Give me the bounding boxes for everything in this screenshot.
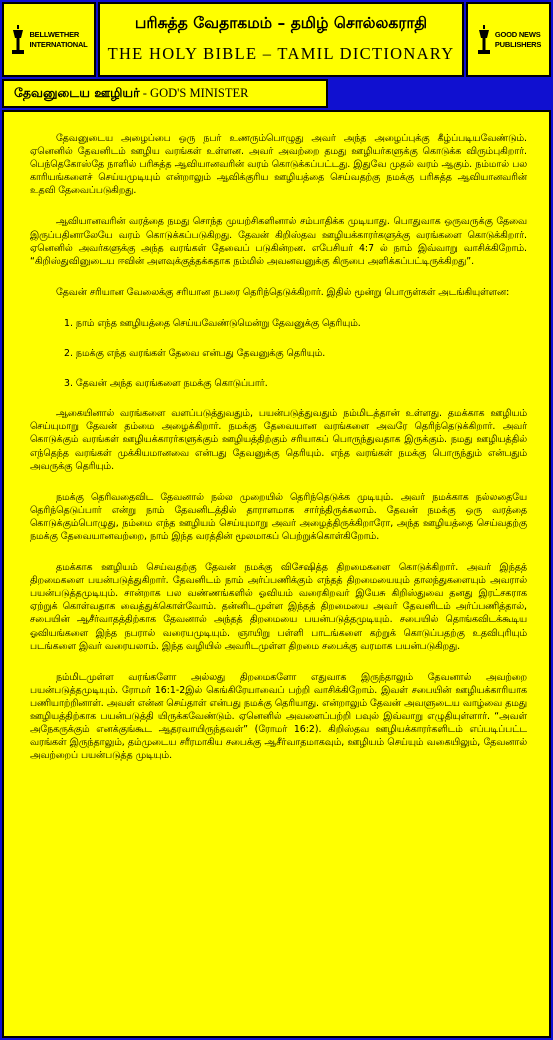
heading-english: - GOD'S MINISTER	[139, 86, 249, 100]
paragraph: தேவன் சரியான வேலைக்கு சரியான நபரை தெரிந்தெடுக்கிறார். இதில் மூன்று பொருள்கள் அடங்கியுள்ளன:	[56, 286, 510, 298]
logo-line1: BELLWETHER	[29, 29, 80, 39]
article-body	[2, 110, 551, 1038]
logo-line2: PUBLISHERS	[494, 39, 542, 49]
title-english: THE HOLY BIBLE – TAMIL DICTIONARY	[107, 44, 455, 63]
list-item: 1. நாம் எந்த ஊழியத்தை செய்யவேண்டுமென்று தேவனுக்கு தெரியும்.	[64, 317, 361, 329]
section-heading	[2, 79, 328, 108]
heading-tamil: தேவனுடைய ஊழியர்	[14, 85, 140, 100]
paragraph: தமக்காக ஊழியம் செய்வதற்கு தேவன் நமக்கு விசேஷித்த திறமைகளை கொடுக்கிறார். அவர் இந்தத் திறமைகளை பயன்படுத்துகிறார். தேவனிடம் நாம் அர்ப்பணிக்கும் எந்தத் திறமையையும் தாலந்துகளையும் அவரால் பயன்படுத்தமுடியும். சான்றாக பல வண்ணங்களில் ஓவியம் வரைகிறவர் இயேசு கிறிஸ்துவை தனது இரட்சகராக ஏற்றுக் கொள்வதாக வைத்துக்கொள்வோம். தன்னிடமுள்ள இந்தத் திறமையை அவர் தேவனிடம் அர்ப்பணித்தால், சபையின் ஆசீர்வாதத்திற்காக தேவனால் அந்தத் திறமையை பயன்படுத்தமுடியும். சபையில் தொங்கவிடக்கூடிய ஓவியங்களை இந்த நபரால் வரையமுடியும். ஞாயிறு பள்ளி பாடங்களை கற்றுக் கொடுப்பதற்கு உதவிபுரியும் படங்களை இவர் வரையலாம். இந்த வழியில் அவரிடமுள்ள திறமை சபைக்கு வரமாக பயன்படுகிறது.	[30, 562, 527, 652]
bellwether-logo	[2, 2, 96, 77]
paragraph: ஆவியானவரின் வரத்தை நமது சொந்த முயற்சிகளினால் சம்பாதிக்க முடியாது. பொதுவாக ஒருவருக்கு தேவை இருப்பதினாலேயே வரம் கொடுக்கப்படுகிறது. தேவன் கிறிஸ்தவ ஊழியக்காரர்களுக்கு வரங்களை கொடுக்கிறார். ஏனெனில் அவர்களுக்கு அந்த வரங்கள் தேவைப் படுகின்றன. எபேசியர் 4:7 ல் நாம் இவ்வாறு வாசிக்கிறோம். “கிறிஸ்துவினுடைய ஈவின் அளவுக்குத்தக்கதாக நம்மில் அவனவனுக்கு கிருபை அளிக்கப்பட்டிருக்கிறது”.	[30, 216, 527, 267]
list-item: 2. நமக்கு எந்த வரங்கள் தேவை என்பது தேவனுக்கு தெரியும்.	[64, 348, 326, 360]
paragraph: ஆகையினால் வரங்களை வளப்படுத்துவதும், பயன்படுத்துவதும் நம்மிடத்தான் உள்ளது. தமக்காக ஊழியம் செய்யுமாறு தேவன் தம்மை அழைக்கிறார். நமக்கு தேவையான வரங்களை அவரே தெரிந்தெடுக்கிறார். அவர் கொடுக்கும் வரங்கள் ஊழியக்காரர்களுக்கும் ஊழியத்திற்கும் சரியாகப் பொருந்துவதாக இருக்கும். நமது ஊழியத்தில் எந்தெந்த வரங்கள் முக்கியமானவை என்பது தேவனுக்கு தெரியும். எந்த வரங்கள் நமக்கு பொருந்தும் என்பதும் அவருக்கு தெரியும்.	[30, 408, 527, 472]
title-tamil: பரிசுத்த வேதாகமம் – தமிழ் சொல்லகராதி	[134, 14, 428, 32]
list-item: 3. தேவன் அந்த வரங்களை நமக்கு கொடுப்பார்.	[64, 378, 268, 390]
logo-line2: INTERNATIONAL	[29, 39, 88, 49]
lamp-icon	[10, 24, 26, 56]
lamp-icon	[476, 24, 492, 56]
paragraph: நமக்கு தெரிவதைவிட தேவனால் நல்ல முறையில் தெரிந்தெடுக்க முடியும். அவர் நமக்காக நல்லதையே தெரிந்தெடுப்பார் என்று நாம் தேவனிடத்தில் தாராளமாக சார்ந்திருக்கலாம். தேவன் நமக்கு ஒரு வரத்தை கொடுக்கும்பொழுது, நம்மை எந்த ஊழியம் செய்யுமாறு அவர் அழைத்திருக்கிறாரோ, அந்த ஊழியத்தை செய்வதற்கு நமக்கு தேவையானவற்றை, நாம் இந்த வரத்தின் மூலமாகப் பெற்றுக்கொள்கிறோம்.	[30, 491, 527, 542]
good-news-logo	[466, 2, 551, 77]
title-banner	[98, 2, 464, 77]
paragraph: தேவனுடைய அழைப்பை ஒரு நபர் உணரும்பொழுது அவர் அந்த அழைப்புக்கு கீழ்ப்படியவேண்டும். ஏனெனில் தேவனிடம் ஊழிய வரங்கள் உள்ளன. அவர் அவற்றை தமது ஊழியர்களுக்கு கொடுக்க விரும்புகிறார். பெந்தெகோஸ்தே நாளில் பரிசுத்த ஆவியானவரின் வரம் கொடுக்கப்பட்டது. இதுவே முதல் வரம் ஆகும். நம்மால் பல காரியங்களைச் செய்யமுடியும் என்றாலும் ஆவிக்குரிய ஊழியத்தை செய்வதற்கு நமக்கு பரிசுத்த ஆவியானவரின் உதவி தேவைப்படுகிறது.	[30, 133, 527, 197]
paragraph: நம்மிடமுள்ள வரங்களோ அல்லது திறமைகளோ எதுவாக இருந்தாலும் தேவனால் அவற்றை பயன்படுத்தமுடியும். ரோமர் 16:1-2இல் கெங்கிரேயாவைப் பற்றி வாசிக்கிறோம். இவள் சபையின் ஊழியக்காரியாக பணியாற்றினாள். அவள் என்ன செய்தாள் என்பது நமக்கு தெரியாது. என்றாலும் தேவன் அவளுடைய வாழ்வை தமது ஊழியத்திற்காக பயன்படுத்தி யிருக்கவேண்டும். ஏனெனில் அவளைப்பற்றி பவுல் இவ்வாறு எழுதியுள்ளார். “அவள் அநேகருக்கும் எனக்குங்கூட ஆதரவாயிருந்தவள்” (ரோமர் 16:2). கிறிஸ்தவ ஊழியக்காரர்களிடம் எப்படிப்பட்ட வரங்கள் இருந்தாலும், தம்முடைய சரீரமாகிய சபைக்கு ஆசீர்வாதமாகவும், ஊழியம் செய்யும் வகையிலும், தேவனால் அவற்றைப் பயன்படுத்த முடியும்.	[30, 671, 527, 762]
logo-line1: GOOD NEWS	[494, 29, 541, 39]
